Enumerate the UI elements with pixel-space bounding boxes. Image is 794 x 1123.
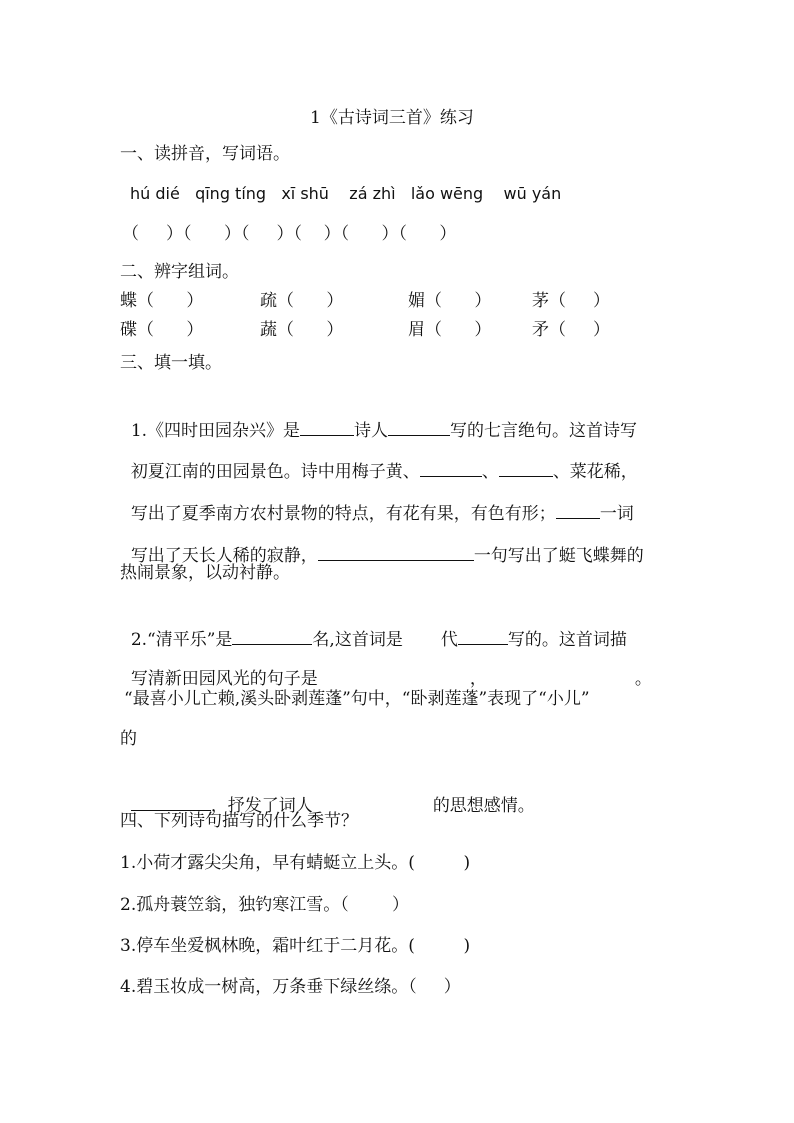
q1-line-3 bbox=[120, 478, 634, 525]
word-item: 茅（ ） bbox=[532, 291, 611, 311]
text: 写清新田园风光的句子是 bbox=[130, 669, 318, 689]
section1-heading: 一、读拼音，写词语。 bbox=[120, 144, 290, 164]
pinyin-line: hú dié qīng tíng xī shū zá zhì lǎo wēng wū yán bbox=[130, 184, 562, 203]
text: 代 bbox=[440, 630, 458, 650]
text: 的思想感情。 bbox=[432, 796, 535, 816]
fill-blank[interactable] bbox=[300, 417, 354, 436]
text: ，抒发了词人 bbox=[210, 796, 313, 816]
text: 一词 bbox=[599, 504, 634, 524]
text: 2.“清平乐”是 bbox=[130, 630, 233, 650]
word-item: 媚（ ） bbox=[408, 291, 492, 311]
text: 1.《四时田园杂兴》是 bbox=[130, 421, 301, 441]
text: 初夏江南的田园景色。诗中用梅子黄、 bbox=[130, 462, 420, 482]
fill-blank[interactable] bbox=[556, 500, 600, 519]
text: 诗人 bbox=[354, 421, 389, 441]
q2-line-4: 的 bbox=[120, 729, 137, 749]
section4-heading: 四、下列诗句描写的什么季节？ bbox=[120, 811, 358, 831]
text: 写的。这首词描 bbox=[507, 630, 627, 650]
season-question-2: 2.孤舟蓑笠翁，独钓寒江雪。（ ） bbox=[120, 895, 409, 915]
section3-heading: 三、填一填。 bbox=[120, 353, 222, 373]
text: ， bbox=[469, 669, 487, 689]
word-item: 矛（ ） bbox=[532, 320, 611, 340]
q1-line-4 bbox=[120, 520, 644, 567]
fill-blank[interactable] bbox=[388, 417, 450, 436]
text: 。 bbox=[634, 669, 652, 689]
worksheet-title: 1《古诗词三首》练习 bbox=[310, 108, 474, 128]
word-item: 蔬（ ） bbox=[260, 320, 344, 340]
word-item: 疏（ ） bbox=[260, 291, 344, 311]
word-item: 眉（ ） bbox=[408, 320, 492, 340]
fill-blank[interactable] bbox=[499, 458, 553, 477]
q1-line-2 bbox=[120, 436, 638, 483]
fill-blank[interactable] bbox=[458, 626, 508, 645]
text: 、 bbox=[481, 462, 499, 482]
fill-blank[interactable] bbox=[232, 626, 312, 645]
text: 名,这首词是 bbox=[312, 630, 403, 650]
q2-line-2 bbox=[120, 646, 652, 690]
text: 写出了夏季南方农村景物的特点，有花有果，有色有形； bbox=[130, 504, 556, 524]
pinyin-answer-blanks: （ ）（ ）（ ）（ ）（ ）（ ） bbox=[122, 224, 457, 244]
text: 、菜花稀， bbox=[552, 462, 638, 482]
word-item: 碟（ ） bbox=[120, 320, 204, 340]
season-question-3: 3.停车坐爱枫林晚，霜叶红于二月花。( ) bbox=[120, 936, 471, 956]
season-question-4: 4.碧玉妆成一树高，万条垂下绿丝绦。（ ） bbox=[120, 977, 461, 997]
q1-line-1 bbox=[120, 395, 637, 442]
word-item: 蝶（ ） bbox=[120, 291, 204, 311]
season-question-1: 1.小荷才露尖尖角，早有蜻蜓立上头。( ) bbox=[120, 853, 471, 873]
fill-blank[interactable] bbox=[318, 542, 474, 561]
text: 一句写出了蜓飞蝶舞的 bbox=[473, 546, 644, 566]
text: 写出了天长人稀的寂静， bbox=[130, 546, 318, 566]
section2-heading: 二、辨字组词。 bbox=[120, 262, 239, 282]
q1-line-5: 热闹景象，以动衬静。 bbox=[120, 563, 290, 583]
text: 写的七言绝句。这首诗写 bbox=[450, 421, 638, 441]
fill-blank[interactable] bbox=[420, 458, 482, 477]
q2-line-3: “最喜小儿亡赖,溪头卧剥莲蓬”句中，“卧剥莲蓬”表现了“小儿” bbox=[124, 689, 590, 709]
fill-blank[interactable] bbox=[131, 792, 211, 811]
q2-line-1 bbox=[120, 604, 627, 651]
